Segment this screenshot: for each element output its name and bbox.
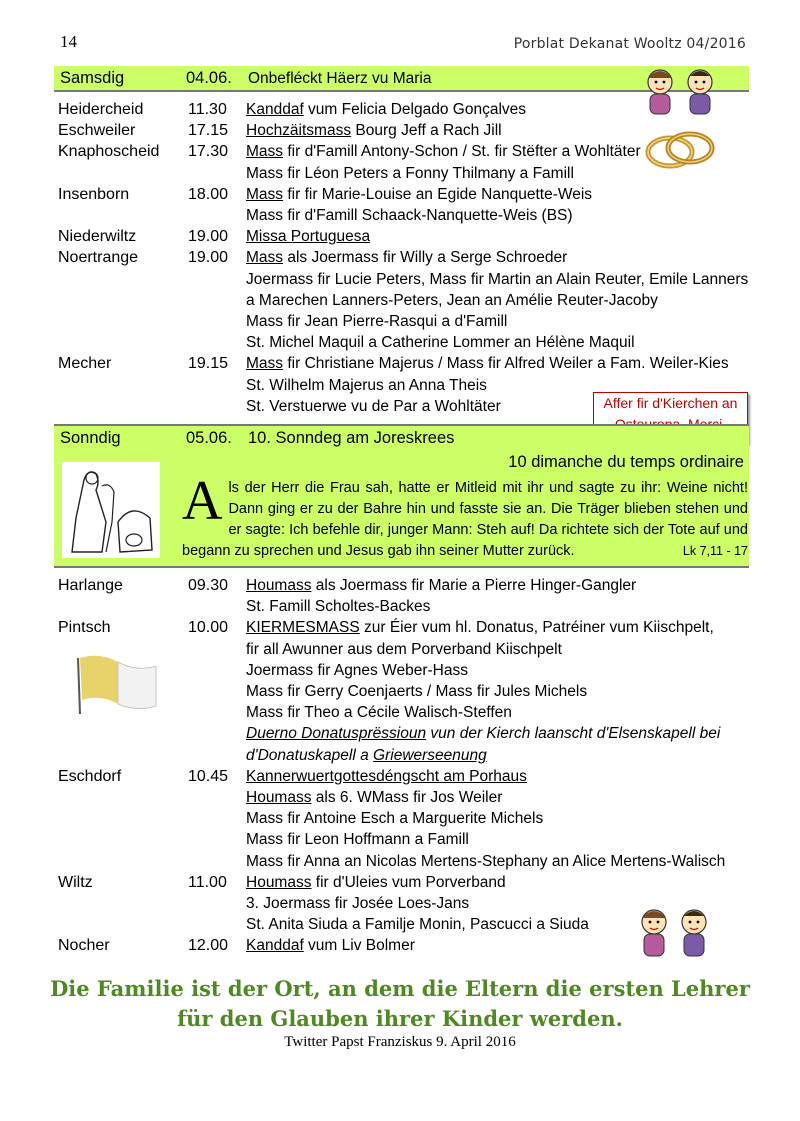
schedule-time: 12.00: [188, 937, 229, 955]
service-type: Houmass: [246, 789, 312, 806]
sunday-title: 10. Sonndeg am Joreskrees: [248, 429, 455, 447]
note-line-1: Affer fir d'Kierchen an: [603, 395, 738, 411]
procession-detail: vun der Kierch laanscht d'Elsenskapell bei: [426, 725, 721, 743]
service-detail: Mass fir d'Famill Schaack-Nanquette-Weis (BS): [246, 207, 573, 224]
service-type: Mass: [246, 143, 284, 161]
schedule-entry: [246, 290, 658, 311]
service-type: Houmass: [246, 873, 312, 891]
procession-label: Donatusprëssioun: [301, 725, 427, 743]
service-type: Kannerwuertgottesdéngscht am Porhaus: [246, 767, 527, 785]
schedule-location: Noertrange: [58, 249, 139, 267]
schedule-location: Niederwiltz: [58, 228, 137, 246]
quote-line-1: Die Familie ist der Ort, an dem die Eltern die ersten Lehrer: [50, 976, 750, 1001]
service-detail: 3. Joermass fir Josée Loes-Jans: [246, 895, 470, 912]
service-detail: fir d'Famill Antony-Schon / St. fir Stëfter a Wohltäter: [283, 143, 641, 161]
service-type: Kanddaf: [246, 937, 304, 955]
schedule-entry: [246, 745, 487, 766]
quote-source: Twitter Papst Franziskus 9. April 2016: [284, 1034, 516, 1050]
schedule-entry: [246, 681, 587, 702]
service-detail: Mass fir Theo a Cécile Walisch-Steffen: [246, 704, 512, 722]
schedule-entry: [246, 872, 506, 893]
wedding-rings-icon: [640, 126, 720, 174]
service-type: Mass: [246, 355, 284, 373]
service-detail: als Joermass fir Marie a Pierre Hinger-Gangler: [311, 577, 637, 594]
schedule-location: Heidercheid: [58, 101, 144, 118]
schedule-entry: [246, 163, 574, 184]
schedule-entry: [246, 99, 526, 120]
service-type: Mass: [246, 249, 284, 267]
schedule-time: 17.15: [188, 122, 229, 140]
schedule-entry: [246, 396, 501, 417]
gospel-body: ls der Herr die Frau sah, hatte er Mitleid mit ihr und sagte zu ihr: Weine nicht! Dann ging er zu der Bahre hin und fasste sie an. Die Träger blieben stehen und er sagte: Ich befehle dir, junger Mann: Steh auf! Da richtete sich der Tote auf und begann zu sprechen und Jesus gab ihn seiner Mutter zurück.: [182, 480, 748, 559]
service-detail: Mass fir Antoine Esch a Marguerite Michels: [246, 810, 544, 828]
schedule-entry: [246, 766, 527, 787]
schedule-time: 19.00: [188, 249, 229, 267]
service-detail: als Joermass fir Willy a Serge Schroeder: [283, 249, 568, 267]
schedule-location: Eschweiler: [58, 122, 136, 140]
schedule-entry: [246, 935, 415, 956]
saturday-day: Samsdig: [60, 69, 125, 87]
schedule-entry: [246, 332, 635, 353]
sunday-rule-bottom: [54, 566, 749, 568]
schedule-entry: [246, 639, 562, 660]
gospel-text: [182, 470, 748, 562]
schedule-entry: [246, 375, 487, 396]
schedule-location: Mecher: [58, 355, 112, 373]
schedule-location: Pintsch: [58, 619, 111, 637]
procession-label: Griewerseenung: [373, 746, 487, 764]
schedule-entry: [246, 829, 469, 850]
baby-icon-bottom: [630, 904, 720, 960]
service-type: KIERMESMASS: [246, 619, 360, 637]
service-detail: St. Famill Scholtes-Backes: [246, 598, 431, 616]
service-detail: vum Liv Bolmer: [303, 937, 415, 955]
schedule-time: 10.00: [188, 619, 229, 637]
schedule-entry: [246, 205, 573, 226]
service-detail: als 6. WMass fir Jos Weiler: [311, 789, 503, 806]
schedule-entry: [246, 851, 725, 872]
schedule-time: 09.30: [188, 577, 229, 594]
gospel-reference: Lk 7,11 - 17: [682, 544, 748, 558]
service-detail: St. Verstuerwe vu de Par a Wohltäter: [246, 397, 501, 415]
gospel-drawing-icon: [62, 462, 160, 558]
schedule-time: 19.15: [188, 355, 229, 373]
schedule-entry: [246, 702, 512, 723]
service-detail: Joermass fir Lucie Peters, Mass fir Martin an Alain Reuter, Emile Lanners: [246, 270, 749, 288]
service-detail: St. Wilhelm Majerus an Anna Theis: [246, 376, 487, 394]
service-detail: St. Michel Maquil a Catherine Lommer an Hélène Maquil: [246, 334, 635, 352]
schedule-entry: [246, 184, 592, 205]
saturday-title: Onbefléckt Häerz vu Maria: [248, 70, 432, 87]
service-detail: Mass fir Léon Peters a Fonny Thilmany a Famill: [246, 164, 574, 182]
gospel-dropcap: A: [182, 470, 223, 532]
schedule-time: 10.45: [188, 767, 229, 785]
schedule-location: Eschdorf: [58, 767, 122, 785]
schedule-entry: [246, 141, 641, 162]
schedule-entry: [246, 617, 714, 638]
schedule-entry: [246, 914, 589, 935]
service-detail: fir all Awunner aus dem Porverband Kiischpelt: [246, 640, 562, 658]
service-type: Kanddaf: [246, 101, 304, 118]
schedule-time: 18.00: [188, 185, 229, 203]
schedule-location: Harlange: [58, 577, 123, 594]
schedule-entry: [246, 808, 543, 829]
schedule-entry: [246, 787, 502, 808]
schedule-entry: [246, 311, 507, 332]
schedule-entry: [246, 893, 469, 914]
schedule-entry: [246, 660, 468, 681]
schedule-location: Knaphoscheid: [58, 143, 160, 161]
service-detail: St. Anita Siuda a Familje Monin, Pascucci a Siuda: [246, 916, 589, 934]
baby-icon: [636, 66, 726, 116]
schedule-entry: [246, 575, 636, 596]
page-number: 14: [60, 32, 77, 51]
quote-line-2: für den Glauben ihrer Kinder werden.: [177, 1006, 623, 1031]
schedule-entry: [246, 269, 748, 290]
schedule-entry: [246, 247, 567, 268]
service-type: Houmass: [246, 577, 312, 594]
service-detail: Bourg Jeff a Rach Jill: [351, 122, 502, 140]
schedule-time: 11.30: [188, 101, 227, 118]
papal-flag-icon: [70, 652, 162, 716]
service-detail: Mass fir Anna an Nicolas Mertens-Stephany an Alice Mertens-Walisch: [246, 852, 726, 870]
service-detail: vum Felicia Delgado Gonçalves: [303, 101, 527, 118]
service-detail: d'Donatuskapell a: [246, 746, 374, 764]
schedule-entry: [246, 353, 729, 374]
publication-header: Porblat Dekanat Wooltz 04/2016: [513, 36, 746, 52]
schedule-time: 17.30: [188, 143, 229, 161]
schedule-time: 19.00: [188, 228, 229, 246]
schedule-location: Insenborn: [58, 185, 130, 203]
schedule-entry: [246, 596, 430, 617]
service-detail: fir d'Uleies vum Porverband: [311, 873, 506, 891]
service-detail: a Marechen Lanners-Peters, Jean an Amélie Reuter-Jacoby: [246, 291, 658, 309]
service-type: Mass: [246, 185, 284, 203]
sunday-day: Sonndig: [60, 429, 121, 447]
schedule-entry: [246, 120, 502, 141]
service-type: Hochzäitsmass: [246, 122, 352, 140]
sunday-date: 05.06.: [186, 429, 232, 447]
service-detail: fir fir Marie-Louise an Egide Nanquette-Weis: [283, 185, 593, 203]
schedule-location: Nocher: [58, 937, 110, 955]
service-detail: zur Éier vum hl. Donatus, Patréiner vum Kiischpelt,: [359, 619, 714, 637]
schedule-time: 11.00: [188, 873, 227, 891]
service-type: Duerno: [246, 725, 302, 743]
service-detail: Mass fir Gerry Coenjaerts / Mass fir Jules Michels: [246, 683, 588, 700]
saturday-date: 04.06.: [186, 69, 232, 87]
schedule-location: Wiltz: [58, 873, 93, 891]
service-detail: Joermass fir Agnes Weber-Hass: [246, 661, 468, 679]
service-detail: fir Christiane Majerus / Mass fir Alfred Weiler a Fam. Weiler-Kies: [283, 355, 729, 373]
schedule-entry: [246, 226, 370, 247]
sunday-subtitle: 10 dimanche du temps ordinaire: [508, 453, 744, 471]
schedule-entry: [246, 723, 720, 744]
service-detail: Mass fir Leon Hoffmann a Famill: [246, 831, 469, 849]
service-type: Missa Portuguesa: [246, 228, 371, 246]
service-detail: Mass fir Jean Pierre-Rasqui a d'Famill: [246, 313, 508, 330]
